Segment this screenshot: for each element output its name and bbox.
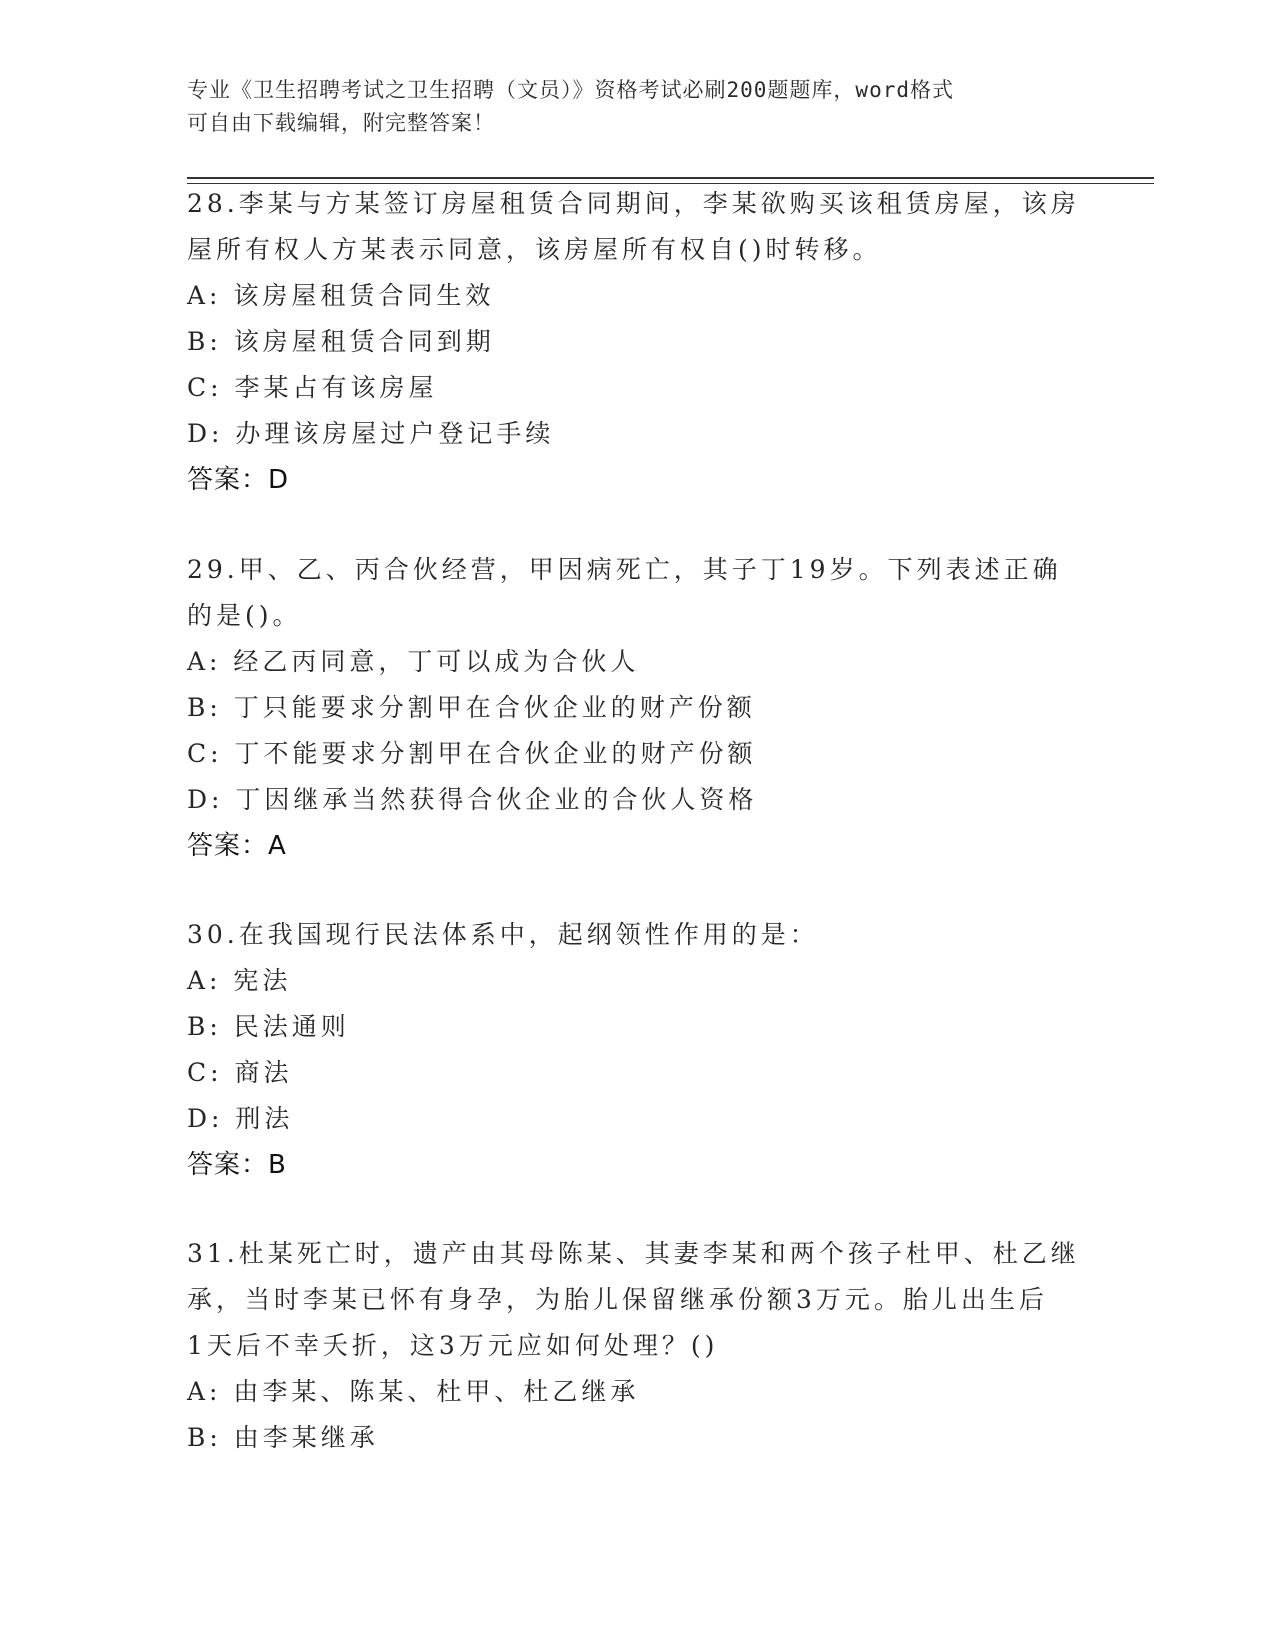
option-b: B: 该房屋租赁合同到期 [187, 327, 495, 356]
question-31 [187, 1231, 1087, 1461]
question-29 [187, 547, 1087, 869]
header-divider-thick [187, 177, 1154, 179]
option-b: B: 由李某继承 [187, 1423, 379, 1452]
question-28 [187, 181, 1087, 503]
question-stem-line: 29.甲、乙、丙合伙经营，甲因病死亡，其子丁19岁。下列表述正确 [187, 555, 1062, 584]
question-stem-line: 承，当时李某已怀有身孕，为胎儿保留继承份额3万元。胎儿出生后 [187, 1285, 1048, 1314]
option-d: D: 丁因继承当然获得合伙企业的合伙人资格 [187, 785, 758, 814]
option-d: D: 刑法 [187, 1104, 294, 1133]
header-line-1: 专业《卫生招聘考试之卫生招聘（文员）》资格考试必刷200题题库，word格式 [187, 78, 954, 102]
option-a: A: 宪法 [187, 966, 292, 995]
option-b: B: 民法通则 [187, 1012, 350, 1041]
option-c: C: 商法 [187, 1058, 293, 1087]
option-c: C: 丁不能要求分割甲在合伙企业的财产份额 [187, 739, 757, 768]
question-stem-line: 31.杜某死亡时，遗产由其母陈某、其妻李某和两个孩子杜甲、杜乙继 [187, 1239, 1080, 1268]
answer-label: 答案：B [187, 1150, 287, 1180]
option-a: A: 该房屋租赁合同生效 [187, 281, 495, 310]
question-stem-line: 的是()。 [187, 601, 302, 630]
answer-label: 答案：D [187, 465, 290, 495]
question-stem-line: 屋所有权人方某表示同意，该房屋所有权自()时转移。 [187, 235, 882, 264]
option-a: A: 由李某、陈某、杜甲、杜乙继承 [187, 1377, 640, 1406]
question-stem-line: 1天后不幸夭折，这3万元应如何处理？() [187, 1331, 719, 1360]
option-c: C: 李某占有该房屋 [187, 373, 438, 402]
question-stem-line: 30.在我国现行民法体系中，起纲领性作用的是： [187, 920, 819, 949]
option-b: B: 丁只能要求分割甲在合伙企业的财产份额 [187, 693, 756, 722]
answer-label: 答案：A [187, 831, 287, 861]
option-a: A: 经乙丙同意，丁可以成为合伙人 [187, 647, 640, 676]
question-stem-line: 28.李某与方某签订房屋租赁合同期间，李某欲购买该租赁房屋，该房 [187, 189, 1080, 218]
document-header [187, 74, 1087, 140]
option-d: D: 办理该房屋过户登记手续 [187, 419, 555, 448]
question-30 [187, 912, 1087, 1188]
header-line-2: 可自由下载编辑，附完整答案！ [187, 111, 495, 135]
